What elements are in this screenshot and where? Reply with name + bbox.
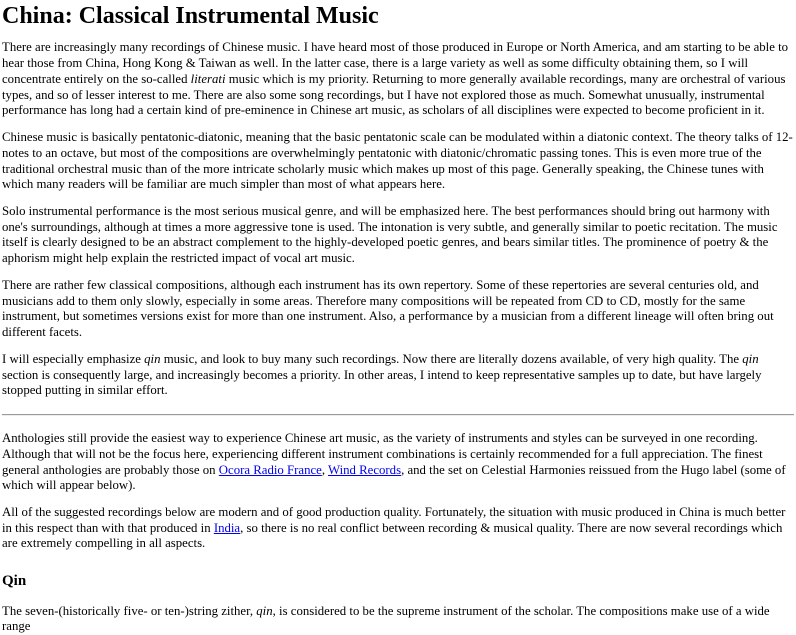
intro-paragraph-5: I will especially emphasize qin music, and look to buy many such recordings. Now there are literally dozens available, of very high quality. The qin section is consequently large, and increasingly becomes a priority. In other areas, I intend to keep representative samples up to date, but have largely stopped putting in similar effort. xyxy=(2,351,762,398)
recommendations-paragraph-1: Anthologies still provide the easiest way to experience Chinese art music, as the variety of instruments and styles can be surveyed in one recording. Although that will not be the focus here, experiencing different instrument combinations is certainly recommended for a full appreciation. The finest general anthologies are probably those on Ocora Radio France, Wind Records, and the set on Celestial Harmonies reissued from the Hugo label (some of which will appear below). xyxy=(2,431,786,493)
qin-paragraph-1: The seven-(historically five- or ten-)string zither, qin, is considered to be the supreme instrument of the scholar. The compositions make use of a wide range xyxy=(2,603,770,634)
italic-term: qin xyxy=(742,351,759,366)
recommendations-section xyxy=(2,431,794,552)
italic-term: literati xyxy=(190,71,226,86)
intro-paragraph-3: Solo instrumental performance is the most serious musical genre, and will be emphasized here. The best performances should bring out harmony with one's surroundings, although at times a more aggressive tone is used. The intonation is very subtle, and generally similar to poetic recitation. The music itself is clearly designed to be an abstract complement to the highly-developed poetic genres, and bears similar titles. The prominence of poetry & the aphorism might help explain the restricted impact of vocal art music. xyxy=(2,204,778,266)
intro-paragraph-4: There are rather few classical compositions, although each instrument has its own repertory. Some of these repertories are several centuries old, and musicians add to them only slowly, especially in some areas. Therefore many compositions will be repeated from CD to CD, mostly for the same instrument, but sometimes versions exist for more than one instrument. Also, a performance by a musician from a different lineage will often bring out different facets. xyxy=(2,277,774,340)
intro-paragraph-2: Chinese music is basically pentatonic-diatonic, meaning that the basic pentatonic scale can be modulated within a diatonic context. The theory talks of 12-notes to an octave, but most of the compositions are overwhelmingly pentatonic with diatonic/chromatic passing tones. This is even more true of the traditional orchestral music than of the more intricate scholarly music which makes up most of this page. Generally speaking, the Chinese tunes with which many readers will be familiar are much simpler than most of what appears here. xyxy=(2,130,793,192)
section-divider xyxy=(2,414,794,416)
intro-paragraph-1: There are increasingly many recordings of Chinese music. I have heard most of those produced in Europe or North America, and am starting to be able to hear those from China, Hong Kong & Taiwan as well. In the latter case, there is a large variety as well as some difficulty obtaining them, so I will concentrate entirely on the so-called literati music which is my priority. Returning to more generally available recordings, many are orchestral of various types, and so of lesser interest to me. There are also some song recordings, but I have not explored those as much. Somewhat unusually, instrumental performance has long had a certain kind of pre-eminence in Chinese art music, as scholars of all disciplines were expected to become proficient in it. xyxy=(2,40,789,118)
qin-heading: Qin xyxy=(2,573,27,590)
ocora-radio-france-link[interactable]: Ocora Radio France xyxy=(218,462,322,477)
india-link[interactable]: India xyxy=(213,520,241,535)
wind-records-link[interactable]: Wind Records xyxy=(328,462,402,477)
italic-term: qin xyxy=(144,351,161,366)
qin-section xyxy=(2,604,794,635)
recommendations-paragraph-2: All of the suggested recordings below are modern and of good production quality. Fortunately, the situation with music produced in China is much better in this respect than with that produced in India, so there is no real conflict between recording & musical quality. There are now several recordings which are extremely compelling in all aspects. xyxy=(2,505,786,551)
article xyxy=(2,3,794,635)
italic-term: qin xyxy=(256,603,273,618)
intro-section xyxy=(2,40,794,399)
page-title: China: Classical Instrumental Music xyxy=(2,3,379,29)
